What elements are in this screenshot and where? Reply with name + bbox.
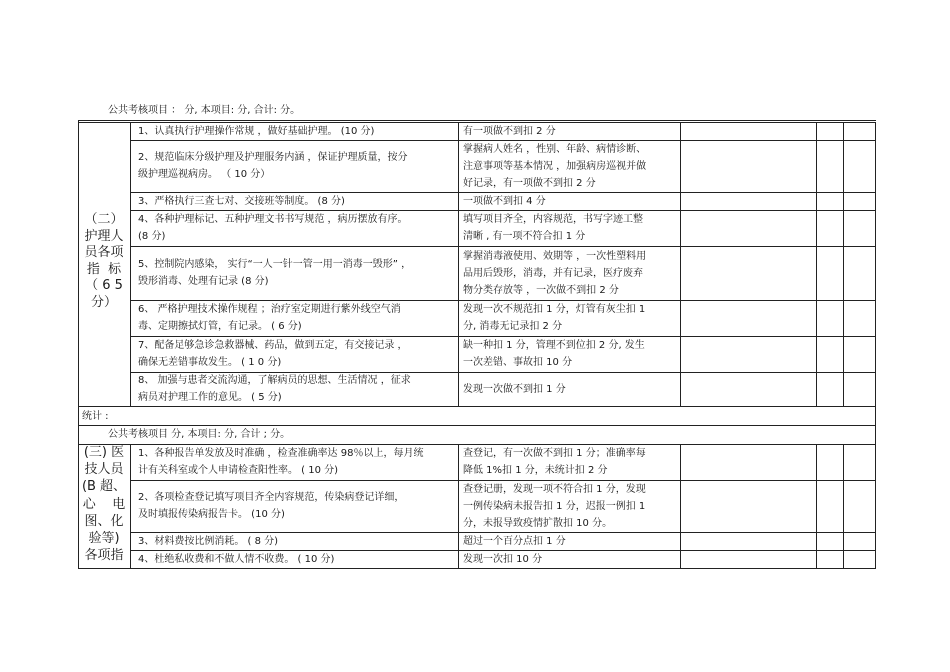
section3-deduction-rule: 超过一个百分点扣 1 分 <box>463 535 566 547</box>
row-divider <box>130 372 876 373</box>
section3-category-title: 各项指 <box>84 548 124 564</box>
row-divider <box>78 444 876 445</box>
section3-item-text: 4、杜绝私收费和不做人情不收费。 ( 10 分) <box>138 553 335 565</box>
section2-item-text: 5、控制院内感染， 实行“一人一针一管一用一消毒一毁形” ， <box>138 259 412 270</box>
section2-category-title: （ 6 5 <box>85 278 123 293</box>
section2-deduction-rule: 品用后毁形，消毒，并有记录，医疗废弃 <box>463 267 643 279</box>
column-divider <box>875 122 876 406</box>
section2-deduction-rule: 清晰 , 有一项不符合扣 1 分 <box>463 231 586 242</box>
section2-item-text: 病员对护理工作的意见。 ( 5 分) <box>138 392 282 403</box>
row-divider <box>78 568 876 569</box>
row-divider <box>130 480 876 481</box>
header-scores-line-2: 公共考核项目 分, 本项目: 分, 合计 ; 分。 <box>108 429 291 440</box>
column-divider <box>680 122 681 406</box>
section2-deduction-rule: 一次差错、事故扣 10 分 <box>463 357 573 368</box>
section3-item-text: 计有关科室或个人申请检查阳性率。 ( 10 分) <box>138 465 339 476</box>
row-divider <box>130 532 876 533</box>
row-divider <box>130 300 876 301</box>
section2-deduction-rule: 发现一次做不到扣 1 分 <box>463 383 566 395</box>
column-divider <box>78 444 79 568</box>
section2-deduction-rule: 分, 消毒无记录扣 2 分 <box>463 321 563 332</box>
section2-item-text: 2、规范临床分级护理及护理服务内涵 ，保证护理质量，按分 <box>138 152 408 163</box>
row-divider <box>130 192 876 193</box>
column-divider <box>78 122 79 406</box>
section3-deduction-rule: 一例传染病未报告扣 1 分，迟报一例扣 1 <box>463 500 646 512</box>
section2-deduction-rule: 缺一种扣 1 分，管理不到位扣 2 分, 发生 <box>463 340 645 351</box>
section2-deduction-rule: 发现一次不规范扣 1 分，灯管有灰尘扣 1 <box>463 304 646 315</box>
row-divider <box>78 406 876 407</box>
section2-category-title: （二） <box>84 212 124 227</box>
column-divider <box>78 120 79 123</box>
section3-item-text: 1、各种报告单发放及时准确 ，检查准确率达 98％以上，每月统 <box>138 448 424 459</box>
section2-item-text: 8、 加强与患者交流沟通，了解病员的思想、生活情况 ，征求 <box>138 375 411 386</box>
section2-deduction-rule: 掌握消毒液使用、效期等 ，一次性塑料用 <box>463 250 647 262</box>
section2-item-text: 7、配备足够急诊急救器械、药品，做到五定，有交接记录 ， <box>138 340 408 351</box>
section2-deduction-rule: 物分类存放等 ，一次做不到扣 2 分 <box>463 284 619 296</box>
column-divider <box>875 444 876 568</box>
statistics-divider <box>78 425 876 426</box>
section3-deduction-rule: 查登记，有一次做不到扣 1 分；准确率每 <box>463 448 646 459</box>
section2-item-text: (8 分) <box>138 231 166 242</box>
section2-item-text: 1、认真执行护理操作常规 ，做好基础护理。 (10 分) <box>138 125 375 137</box>
section2-category-title: 护理人 <box>84 228 124 244</box>
section2-item-text: 级护理巡视病房。 （ 10 分） <box>138 169 271 180</box>
section3-category-title: 验等) <box>88 531 120 546</box>
column-divider <box>680 444 681 568</box>
statistics-label: 统计 : <box>82 411 109 422</box>
section2-category-title: 员各项 <box>84 245 124 260</box>
section2-item-text: 6、 严格护理技术操作规程 ；治疗室定期进行紫外线空气消 <box>138 304 401 315</box>
section3-item-text: 及时填报传染病报告卡。 (10 分) <box>138 509 285 520</box>
section3-category-title: 图、化 <box>84 513 124 529</box>
column-divider <box>843 444 844 568</box>
section3-category-title: (三) 医 <box>83 445 125 460</box>
section3-category-title: (B 超、 <box>81 479 127 495</box>
column-divider <box>816 122 817 406</box>
row-divider <box>130 210 876 211</box>
section3-item-text: 3、材料费按比例消耗。 ( 8 分) <box>138 535 279 547</box>
section2-item-text: 毒、定期擦拭灯管，有记录。 ( 6 分) <box>138 321 302 332</box>
column-divider <box>458 444 459 568</box>
section2-deduction-rule: 一项做不到扣 4 分 <box>463 195 546 207</box>
header-bottom-border <box>78 120 876 121</box>
section2-item-text: 4、各种护理标记、五种护理文书书写规范 ，病历摆放有序。 <box>138 214 408 225</box>
section2-deduction-rule: 注意事项等基本情况 ，加强病房巡视并做 <box>463 160 647 172</box>
row-divider <box>130 550 876 551</box>
section2-category-title: 指 标 <box>86 261 122 277</box>
section3-deduction-rule: 降低 1%扣 1 分，未统计扣 2 分 <box>463 465 608 476</box>
row-divider <box>130 336 876 337</box>
section2-item-text: 3、严格执行三查七对、交接班等制度。 (8 分) <box>138 195 345 207</box>
section3-deduction-rule: 查登记册，发现一项不符合扣 1 分，发现 <box>463 483 646 495</box>
section2-item-text: 毁形消毒、处理有记录 (8 分) <box>138 276 269 287</box>
section2-deduction-rule: 填写项目齐全，内容规范，书写字迹工整 <box>463 214 643 225</box>
section2-deduction-rule: 掌握病人姓名 ，性别、年龄、病情诊断、 <box>463 143 647 155</box>
section2-category-title: 分） <box>90 294 117 310</box>
header-scores-line-1: 公共考核项目 ： 分, 本项目: 分, 合计: 分。 <box>108 105 301 116</box>
row-divider <box>78 122 876 123</box>
section2-deduction-rule: 好记录，有一项做不到扣 2 分 <box>463 177 596 189</box>
column-divider <box>130 444 131 568</box>
column-divider <box>130 122 131 406</box>
section2-item-text: 确保无差错事故发生。 ( 1 0 分) <box>138 357 282 368</box>
section3-item-text: 2、各项检查登记填写项目齐全内容规范，传染病登记详细， <box>138 492 405 503</box>
row-divider <box>130 246 876 247</box>
row-divider <box>130 140 876 141</box>
column-divider <box>843 122 844 406</box>
section3-deduction-rule: 分，未报导致疫情扩散扣 10 分。 <box>463 517 613 529</box>
section3-category-title: 心 电 <box>82 496 126 512</box>
column-divider <box>458 122 459 406</box>
section2-deduction-rule: 有一项做不到扣 2 分 <box>463 125 556 137</box>
column-divider <box>816 444 817 568</box>
section3-category-title: 技人员 <box>84 462 124 478</box>
section3-deduction-rule: 发现一次扣 10 分 <box>463 553 543 565</box>
